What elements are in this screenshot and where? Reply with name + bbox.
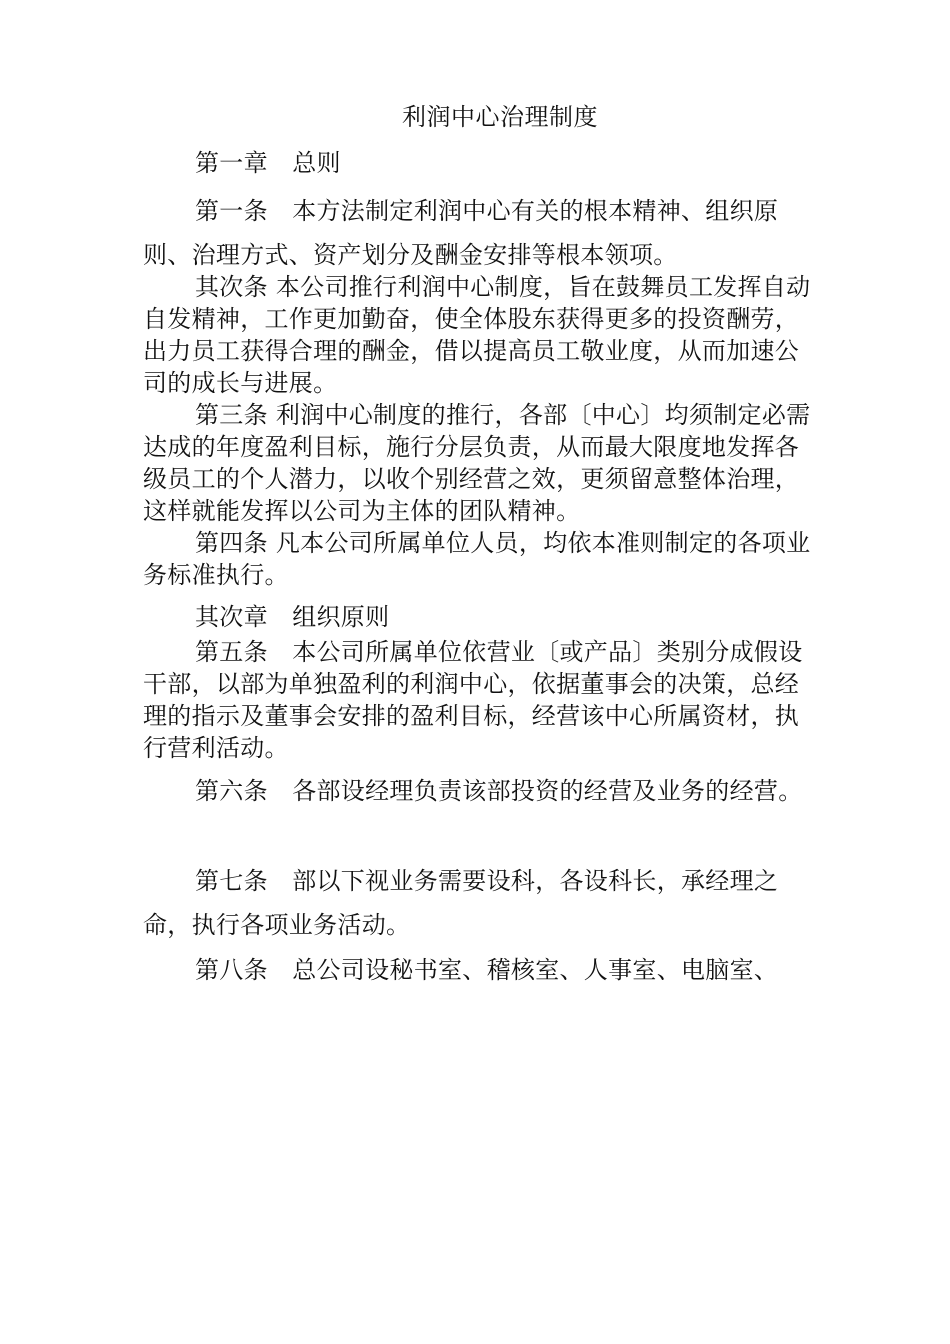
chapter-2-heading: 其次章 组织原则 <box>195 603 390 631</box>
article-2-text: 本公司推行利润中心制度，旨在鼓舞员工发挥自动自发精神，工作更加勤奋，使全体股东获得更多的投资酬劳，出力员工获得合理的酬金，借以提高员工敬业度，从而加速公司的成长与进展。 <box>143 273 811 397</box>
article-3-label: 第三条 <box>195 401 276 429</box>
article-3-text: 利润中心制度的推行，各部〔中心〕均须制定必需达成的年度盈利目标，施行分层负责，从而最大限度地发挥各级员工的个人潜力，以收个别经营之效，更须留意整体治理，这样就能发挥以公司为主体的团队精神。 <box>143 401 811 525</box>
article-6-text: 各部设经理负责该部投资的经营及业务的经营。 <box>292 777 803 805</box>
article-8 <box>143 948 818 992</box>
article-5-text: 本公司所属单位依营业〔或产品〕类别分成假设干部，以部为单独盈利的利润中心，依据董事会的决策，总经理的指示及董事会安排的盈利目标，经营该中心所属资材，执行营利活动。 <box>143 638 803 762</box>
article-1-text: 本方法制定利润中心有关的根本精神、组织原则、治理方式、资产划分及酬金安排等根本领项。 <box>143 197 779 269</box>
article-4 <box>143 527 818 591</box>
article-8-label: 第八条 <box>195 956 293 984</box>
article-7-label: 第七条 <box>195 867 293 895</box>
article-4-label: 第四条 <box>195 529 276 557</box>
article-8-text: 总公司设秘书室、稽核室、人事室、电脑室、 <box>292 956 779 984</box>
article-1 <box>143 189 818 277</box>
article-2-label: 其次条 <box>195 273 276 301</box>
article-1-label: 第一条 <box>195 197 293 225</box>
chapter-1-heading: 第一章 总则 <box>195 149 341 177</box>
article-5-label: 第五条 <box>195 638 293 666</box>
article-6-label: 第六条 <box>195 777 293 805</box>
article-4-text: 凡本公司所属单位人员，均依本准则制定的各项业务标准执行。 <box>143 529 811 589</box>
article-2 <box>143 271 818 399</box>
article-7-text: 部以下视业务需要设科，各设科长，承经理之命，执行各项业务活动。 <box>143 867 779 939</box>
article-6 <box>143 769 818 813</box>
article-3 <box>143 399 818 527</box>
article-5 <box>143 636 818 764</box>
document-title: 利润中心治理制度 <box>402 103 598 131</box>
article-7 <box>143 859 818 947</box>
